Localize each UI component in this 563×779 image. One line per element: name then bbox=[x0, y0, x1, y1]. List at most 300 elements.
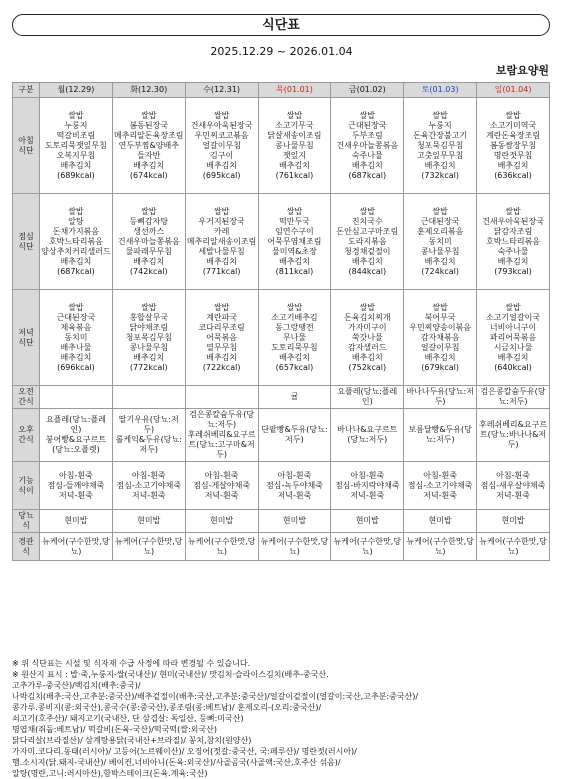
menu-item: 아침-흰죽 bbox=[59, 470, 93, 480]
menu-item: 돈육간장불고기 bbox=[413, 130, 468, 140]
row-label-line: 오전 bbox=[18, 387, 34, 396]
menu-item: 요플레(당뇨:플레인) bbox=[337, 387, 398, 406]
menu-item: 떡만두국 bbox=[278, 216, 310, 226]
menu-item: 호박느타리볶음 bbox=[485, 236, 541, 246]
menu-item: (793kcal) bbox=[494, 266, 532, 276]
menu-item: (687kcal) bbox=[57, 266, 95, 276]
menu-item: 쌀밥 bbox=[505, 206, 521, 216]
row-label bbox=[13, 409, 40, 462]
row-label bbox=[13, 462, 40, 510]
menu-item: 명란젓무침 bbox=[493, 150, 533, 160]
menu-item: 닭야채조림 bbox=[129, 322, 169, 332]
menu-item: 꽈리어묵볶음 bbox=[489, 332, 537, 342]
menu-item: (724kcal) bbox=[421, 266, 459, 276]
menu-cell bbox=[477, 194, 550, 290]
note-line: 알탕(명란,고니:러시아산),함박스테이크(돈육.계육:국산) bbox=[12, 769, 208, 778]
menu-cell bbox=[477, 533, 550, 561]
menu-item: 청포묵김무침 bbox=[416, 140, 464, 150]
menu-item: 돈채가지볶음 bbox=[52, 226, 100, 236]
menu-cell bbox=[40, 386, 113, 409]
menu-item: 도토리묵잿잎무침 bbox=[45, 140, 107, 150]
menu-item: 감자샐러드 bbox=[347, 342, 387, 352]
menu-item: 배추나물 bbox=[60, 342, 92, 352]
menu-item: 청포목김무침 bbox=[125, 332, 172, 342]
menu-cell bbox=[185, 194, 258, 290]
row-label-line: 저녁 bbox=[18, 327, 34, 337]
menu-item: 건새우마늘쫑볶음 bbox=[336, 140, 399, 150]
menu-item: (689kcal) bbox=[57, 170, 95, 180]
table-body bbox=[13, 98, 550, 561]
menu-item: 코다리무조림 bbox=[198, 322, 245, 332]
menu-item: 동그랑땡전 bbox=[275, 322, 314, 332]
header-day: 화(12.30) bbox=[112, 83, 185, 98]
note-line: 콩가루.콩비지(콩:외국산),콩국수(콩:중국산),콩조림(콩:베트남)/ 훈제오리-(오리:중국산)/ bbox=[12, 703, 322, 712]
row-label bbox=[13, 194, 40, 290]
menu-item: 쌀밥 bbox=[359, 302, 376, 312]
menu-item: 쌀밥 bbox=[286, 302, 303, 312]
menu-cell bbox=[258, 510, 331, 533]
menu-item: 배추김치 bbox=[60, 256, 92, 266]
table-row bbox=[13, 510, 550, 533]
menu-item: 저녁-흰죽 bbox=[496, 490, 530, 500]
menu-item: 쌀밥 bbox=[505, 302, 521, 312]
menu-item: 점심-게살야채죽 bbox=[193, 480, 251, 490]
menu-item: 물미역&초장 bbox=[272, 246, 317, 256]
menu-item: 저녁-흰죽 bbox=[350, 490, 385, 500]
row-label bbox=[13, 98, 40, 194]
menu-cell bbox=[112, 194, 185, 290]
menu-item: 쌀밥 bbox=[213, 206, 230, 216]
menu-cell bbox=[112, 98, 185, 194]
menu-cell bbox=[477, 510, 550, 533]
menu-cell bbox=[404, 533, 477, 561]
menu-item: 뉴케어(구수한맛,당뇨) bbox=[260, 536, 329, 556]
menu-item: 계란돈육장조림 bbox=[485, 130, 541, 140]
menu-item: 배추김치 bbox=[424, 352, 456, 362]
menu-item: 점심-소고기야채죽 bbox=[407, 480, 473, 490]
menu-item: 저녁-흰죽 bbox=[131, 490, 166, 500]
menu-cell bbox=[258, 98, 331, 194]
menu-item: 현미밥 bbox=[355, 516, 379, 525]
menu-item: 쌀밥 bbox=[141, 110, 157, 120]
menu-item: 소고기얼갈이국 bbox=[485, 312, 541, 322]
menu-item: 쌀밥 bbox=[359, 110, 376, 120]
menu-cell bbox=[40, 290, 113, 386]
notes bbox=[12, 658, 557, 779]
menu-item: 북어무국 bbox=[424, 312, 456, 322]
menu-item: 현미밥 bbox=[210, 516, 234, 525]
menu-item: 후레쉬베리&요구르트(당뇨:고구마&저두) bbox=[187, 430, 256, 459]
menu-item: 근대된장국 bbox=[56, 312, 96, 322]
note-line: 가자미.코다리.동태(러시아)/ 고등어(노르웨이산)/ 오징어(젓갈:중국산, 국:페루산)/ 명란젓(러시아)/ bbox=[12, 747, 357, 756]
header-category: 구분 bbox=[13, 83, 40, 98]
menu-cell bbox=[185, 510, 258, 533]
row-label-line: 간식 bbox=[18, 397, 34, 406]
table-row bbox=[13, 533, 550, 561]
menu-cell bbox=[40, 462, 113, 510]
menu-item: 연두부찜&양배추 bbox=[118, 140, 179, 150]
menu-item: 닭살새송이조림 bbox=[267, 130, 322, 140]
menu-cell bbox=[404, 462, 477, 510]
menu-item: 쌀밥 bbox=[213, 302, 230, 312]
menu-item: 뉴케어(구수한맛,당뇨) bbox=[115, 536, 183, 556]
menu-item: 쌀밥 bbox=[286, 110, 303, 120]
menu-cell bbox=[185, 409, 258, 462]
menu-item: 현미밥 bbox=[137, 516, 161, 525]
menu-cell bbox=[112, 510, 185, 533]
menu-item: 봄동쌈장무침 bbox=[489, 140, 537, 150]
menu-item: 점심-바지락야채죽 bbox=[334, 480, 400, 490]
row-label-line: 아침 bbox=[18, 135, 34, 145]
menu-item: 콩나물무침 bbox=[129, 342, 169, 352]
menu-item: 임연수구이 bbox=[275, 226, 314, 236]
menu-item: (771kcal) bbox=[202, 266, 241, 276]
menu-item: 뉴케어(구수한맛,당뇨) bbox=[479, 536, 547, 556]
menu-item: 배추김치 bbox=[206, 256, 238, 266]
menu-item: 쌀밥 bbox=[359, 206, 376, 216]
menu-item: 현미밥 bbox=[282, 516, 307, 525]
menu-item: 우민찌코고볶음 bbox=[194, 130, 249, 140]
menu-cell bbox=[112, 290, 185, 386]
row-label-line: 기능 bbox=[18, 475, 34, 485]
menu-item: 배추김치 bbox=[60, 160, 92, 170]
menu-cell bbox=[404, 409, 477, 462]
menu-item: 들자반 bbox=[137, 150, 161, 160]
menu-item: 봄동된장국 bbox=[129, 120, 169, 130]
table-row bbox=[13, 462, 550, 510]
facility-name: 보람요양원 bbox=[495, 64, 549, 77]
menu-item: 열무무침 bbox=[206, 342, 238, 352]
menu-cell bbox=[40, 98, 113, 194]
menu-item: 도라지볶음 bbox=[347, 236, 387, 246]
menu-item: 메추리알새송이조림 bbox=[186, 236, 257, 246]
menu-cell bbox=[112, 533, 185, 561]
menu-item: 가자미구이 bbox=[347, 322, 387, 332]
menu-item: 쌀밥 bbox=[68, 302, 84, 312]
menu-item: (742kcal) bbox=[129, 266, 168, 276]
note-line: 쇠고기(호주산)/ 돼지고기(국내산, 단 삼겹살: 독일산, 등뼈:미국산) bbox=[12, 714, 244, 723]
menu-item: (640kcal) bbox=[494, 362, 532, 372]
menu-cell bbox=[258, 386, 331, 409]
menu-item: 배추김치 bbox=[497, 256, 529, 266]
menu-cell bbox=[331, 290, 404, 386]
row-label-line: 당뇨 bbox=[18, 511, 34, 520]
menu-item: 배추김치 bbox=[60, 352, 92, 362]
row-label-line: 점심 bbox=[18, 231, 34, 241]
menu-item: 배추김치 bbox=[497, 352, 529, 362]
menu-cell bbox=[477, 290, 550, 386]
menu-item: 배추김치 bbox=[424, 160, 456, 170]
menu-item: 얼갈이무침 bbox=[420, 342, 460, 352]
menu-item: 숙주나물 bbox=[497, 246, 529, 256]
menu-item: 검은콩칼슘두유(당뇨:저두) bbox=[480, 387, 546, 406]
menu-cell bbox=[258, 194, 331, 290]
menu-item: 귤 bbox=[290, 392, 299, 401]
menu-item: 닭감자조림 bbox=[493, 226, 533, 236]
menu-item: (674kcal) bbox=[129, 170, 168, 180]
note-line: 명엽채(쥐둡:베트남)/ 떡갈비(돈육-국산)/떡국떡(쌀:외국산) bbox=[12, 725, 217, 734]
menu-item: 쌀밥 bbox=[432, 206, 448, 216]
menu-item: 배추김치 bbox=[278, 160, 310, 170]
menu-item: 보름달빵&두유(당뇨:저두) bbox=[408, 425, 472, 444]
menu-item: 건새우아욱된장국 bbox=[482, 216, 544, 226]
header-day: 금(01.02) bbox=[331, 83, 404, 98]
note-line: 닭다리살(브라질산)/ 삼계탕용닭(국내산+브라질)/ 꽁치,참치(원양산) bbox=[12, 736, 252, 745]
menu-item: 배추김치 bbox=[278, 256, 310, 266]
menu-item: (636kcal) bbox=[494, 170, 532, 180]
menu-item: 콩나물무침 bbox=[420, 246, 460, 256]
menu-cell bbox=[40, 533, 113, 561]
menu-cell bbox=[404, 98, 477, 194]
menu-item: 두부조림 bbox=[351, 130, 383, 140]
row-label-line: 식 bbox=[22, 546, 30, 556]
menu-item: 호박느타리볶음 bbox=[48, 236, 103, 246]
menu-item: (732kcal) bbox=[421, 170, 459, 180]
row-label bbox=[13, 510, 40, 533]
menu-item: 누룽지 bbox=[428, 120, 452, 130]
row-label-line: 간식 bbox=[18, 435, 34, 444]
table-row bbox=[13, 409, 550, 462]
row-label bbox=[13, 386, 40, 409]
menu-item: 바나나두유(당뇨:저두) bbox=[406, 387, 474, 406]
menu-item: 현미밥 bbox=[428, 516, 452, 525]
weekly-menu-table bbox=[12, 82, 550, 561]
menu-item: (687kcal) bbox=[348, 170, 387, 180]
menu-item: 뉴케어(구수한맛,당뇨) bbox=[333, 536, 402, 556]
menu-item: 얼갈이무침 bbox=[202, 140, 241, 150]
menu-item: 뉴케어(구수한맛,당뇨) bbox=[406, 536, 474, 556]
note-line: 햄.소시지(닭.돼지-국내산)/ 베이컨,너비아니(돈육:외국산)/사골곰국(사골액:국산,호주산 섞음)/ bbox=[12, 758, 341, 767]
menu-item: 쌀밥 bbox=[68, 206, 84, 216]
menu-item: 저녁-흰죽 bbox=[204, 490, 239, 500]
menu-item: (657kcal) bbox=[275, 362, 314, 372]
menu-item: 아침-흰죽 bbox=[131, 470, 166, 480]
menu-cell bbox=[40, 510, 113, 533]
menu-item: 동치미 bbox=[64, 332, 88, 342]
menu-item: 쌀밥 bbox=[432, 110, 448, 120]
header-day: 목(01.01) bbox=[258, 83, 331, 98]
menu-item: (752kcal) bbox=[348, 362, 387, 372]
menu-cell bbox=[477, 386, 550, 409]
menu-item: 무나물 bbox=[282, 332, 307, 342]
menu-item: 배추김치 bbox=[206, 160, 238, 170]
note-line: ※ 원산지 표시 : 밥·죽,누룽지-쌀(국내산)/ 현미(국내산)/ 맛김치·슬라이스김치(배추-중국산. bbox=[12, 670, 329, 679]
menu-item: 쌀밥 bbox=[432, 302, 448, 312]
menu-item: 배추김치 bbox=[497, 160, 529, 170]
menu-cell bbox=[185, 533, 258, 561]
menu-cell bbox=[258, 462, 331, 510]
row-label-line: 오후 bbox=[18, 425, 34, 434]
menu-cell bbox=[331, 386, 404, 409]
table-row bbox=[13, 194, 550, 290]
menu-cell bbox=[112, 462, 185, 510]
menu-item: 쌀밥 bbox=[505, 110, 521, 120]
menu-item: 점심-녹두야채죽 bbox=[265, 480, 323, 490]
menu-cell bbox=[404, 194, 477, 290]
menu-item: 쌀밥 bbox=[141, 302, 157, 312]
menu-item: (679kcal) bbox=[421, 362, 459, 372]
row-label-line: 식단 bbox=[18, 145, 34, 155]
menu-item: 아침-흰죽 bbox=[277, 470, 312, 480]
menu-cell bbox=[258, 290, 331, 386]
menu-item: 생선까스 bbox=[133, 226, 165, 236]
header-day: 일(01.04) bbox=[477, 83, 550, 98]
menu-cell bbox=[331, 98, 404, 194]
menu-item: 훈제오리볶음 bbox=[416, 226, 464, 236]
menu-item: (722kcal) bbox=[202, 362, 241, 372]
menu-cell bbox=[40, 409, 113, 462]
menu-cell bbox=[477, 462, 550, 510]
menu-cell bbox=[404, 290, 477, 386]
menu-title: 식단표 bbox=[12, 14, 550, 36]
menu-item: (811kcal) bbox=[275, 266, 314, 276]
menu-item: 배추김치 bbox=[351, 160, 383, 170]
menu-item: 우거지된장국 bbox=[198, 216, 245, 226]
row-label bbox=[13, 290, 40, 386]
menu-period: 2025.12.29 ~ 2026.01.04 bbox=[210, 45, 353, 58]
menu-item: 배추김치 bbox=[206, 352, 238, 362]
menu-item: 저녁-흰죽 bbox=[277, 490, 312, 500]
menu-item: 쌀밥 bbox=[68, 110, 84, 120]
menu-item: 저녁-흰죽 bbox=[59, 490, 93, 500]
menu-item: 떡갈비조림 bbox=[56, 130, 96, 140]
menu-item: 아침-흰죽 bbox=[204, 470, 239, 480]
menu-item: 현미밥 bbox=[501, 516, 525, 525]
menu-item: (695kcal) bbox=[202, 170, 241, 180]
menu-item: 등뼈감자탕 bbox=[129, 216, 169, 226]
menu-cell bbox=[331, 533, 404, 561]
menu-item: 카레 bbox=[213, 226, 230, 236]
menu-cell bbox=[185, 462, 258, 510]
menu-cell bbox=[258, 409, 331, 462]
menu-cell bbox=[331, 194, 404, 290]
menu-item: 롤케익&두유(당뇨:저두) bbox=[115, 435, 182, 454]
menu-item: 쑥갓나물 bbox=[351, 332, 383, 342]
menu-item: 쌀밥 bbox=[213, 110, 230, 120]
table-header-row bbox=[13, 83, 550, 98]
menu-item: 소고기배추김 bbox=[271, 312, 318, 322]
menu-cell bbox=[331, 409, 404, 462]
menu-item: 배추김치 bbox=[351, 352, 383, 362]
menu-item: 우민찌양송이볶음 bbox=[409, 322, 472, 332]
menu-cell bbox=[112, 409, 185, 462]
menu-item: 건새우마늘쫑볶음 bbox=[117, 236, 180, 246]
menu-cell bbox=[185, 386, 258, 409]
menu-item: 점심-소고기야채죽 bbox=[116, 480, 182, 490]
menu-item: 배추김치 bbox=[278, 352, 310, 362]
menu-item: 배추김치 bbox=[133, 352, 165, 362]
menu-item: 메추리알돈육장조림 bbox=[113, 130, 184, 140]
menu-item: 김구이 bbox=[210, 150, 234, 160]
menu-item: 감자채볶음 bbox=[420, 332, 460, 342]
menu-item: 고춧잎무무침 bbox=[416, 150, 464, 160]
menu-item: 계란파국 bbox=[206, 312, 238, 322]
menu-item: 양상추치커리샐러드 bbox=[41, 246, 111, 256]
menu-cell bbox=[477, 98, 550, 194]
menu-cell bbox=[185, 290, 258, 386]
menu-item: 점심-들깨야채죽 bbox=[47, 480, 105, 490]
menu-item: 어묵볶음 bbox=[206, 332, 238, 342]
row-label-line: 식이 bbox=[18, 485, 34, 495]
row-label-line: 식단 bbox=[18, 241, 34, 251]
row-label-line: 식단 bbox=[18, 337, 34, 347]
menu-item: (696kcal) bbox=[57, 362, 95, 372]
menu-cell bbox=[258, 533, 331, 561]
menu-item: 쌀밥 bbox=[141, 206, 157, 216]
menu-item: 제육볶음 bbox=[60, 322, 92, 332]
row-label-line: 식 bbox=[22, 521, 30, 530]
menu-item: 바나나&요구르트(당뇨:저두) bbox=[337, 425, 398, 444]
menu-item: 진치국수 bbox=[351, 216, 383, 226]
menu-item: 붕어빵&요구르트(당뇨:오플렛) bbox=[45, 435, 107, 454]
menu-item: 도토리묵무침 bbox=[271, 342, 318, 352]
table-row bbox=[13, 98, 550, 194]
menu-item: 누룽지 bbox=[64, 120, 88, 130]
menu-item: 검은콩칼슘두유(당뇨:저두) bbox=[189, 410, 255, 429]
menu-item: 쌀밥 bbox=[286, 206, 303, 216]
menu-cell bbox=[185, 98, 258, 194]
menu-item: 동치미 bbox=[428, 236, 452, 246]
menu-item: 후레쉬베리&요구르트(당뇨:바나나&저두) bbox=[479, 420, 548, 449]
menu-item: 뉴케어(구수한맛,당뇨) bbox=[42, 536, 110, 556]
menu-item: (844kcal) bbox=[348, 266, 387, 276]
menu-item: 딸기우유(당뇨:저두) bbox=[118, 415, 179, 434]
menu-item: 소고기무국 bbox=[275, 120, 314, 130]
menu-item: 근대된장국 bbox=[347, 120, 387, 130]
header-day: 월(12.29) bbox=[40, 83, 113, 98]
menu-item: 시금치나물 bbox=[493, 342, 533, 352]
menu-item: 청경채겉절이 bbox=[344, 246, 391, 256]
menu-item: (772kcal) bbox=[129, 362, 168, 372]
menu-cell bbox=[404, 386, 477, 409]
header-day: 수(12.31) bbox=[185, 83, 258, 98]
menu-item: 어묵무염채조림 bbox=[267, 236, 322, 246]
menu-item: 배추김치 bbox=[424, 256, 456, 266]
menu-item: 세발나물무침 bbox=[198, 246, 245, 256]
menu-item: (761kcal) bbox=[275, 170, 314, 180]
menu-item: 아침-흰죽 bbox=[423, 470, 458, 480]
note-line: 고추가루-중국산)/백김치(배추:중국)/ bbox=[12, 681, 141, 690]
menu-cell bbox=[404, 510, 477, 533]
menu-item: 숙주나물 bbox=[351, 150, 383, 160]
note-line: 나박김치(배추:국산,고추분:중국산)/배추겉절이(배추:국산,고추분:중국산)/얼갈이겉절이(얼갈이:국산,고추분:중국산)/ bbox=[12, 692, 419, 701]
menu-item: 너비아니구이 bbox=[489, 322, 537, 332]
menu-item: 뉴케어(구수한맛,당뇨) bbox=[187, 536, 256, 556]
menu-item: 오복지무침 bbox=[56, 150, 96, 160]
menu-item: 저녁-흰죽 bbox=[423, 490, 458, 500]
menu-cell bbox=[331, 510, 404, 533]
menu-cell bbox=[40, 194, 113, 290]
menu-item: 홍합살무국 bbox=[129, 312, 169, 322]
menu-cell bbox=[331, 462, 404, 510]
menu-item: 알탕 bbox=[68, 216, 84, 226]
menu-cell bbox=[477, 409, 550, 462]
menu-item: 현미밥 bbox=[64, 516, 88, 525]
menu-item: 물파래무무침 bbox=[125, 246, 172, 256]
menu-item: 소고기미역국 bbox=[489, 120, 537, 130]
note-line: ※ 위 식단표는 시설 및 식자재 수급 사정에 따라 변경될 수 있습니다. bbox=[12, 659, 251, 668]
menu-item: 돈육김치찌개 bbox=[344, 312, 391, 322]
menu-item: 잿잎지 bbox=[282, 150, 307, 160]
menu-item: 콩나물무침 bbox=[275, 140, 314, 150]
menu-item: 단팥빵&두유(당뇨:저두) bbox=[261, 425, 328, 444]
menu-item: 점심-새우살야채죽 bbox=[480, 480, 546, 490]
menu-item: 배추김치 bbox=[351, 256, 383, 266]
menu-item: 요플레(당뇨:플레인) bbox=[45, 415, 106, 434]
menu-item: 근대된장국 bbox=[420, 216, 460, 226]
menu-item: 아침-흰죽 bbox=[350, 470, 385, 480]
menu-item: 배추김치 bbox=[133, 160, 165, 170]
